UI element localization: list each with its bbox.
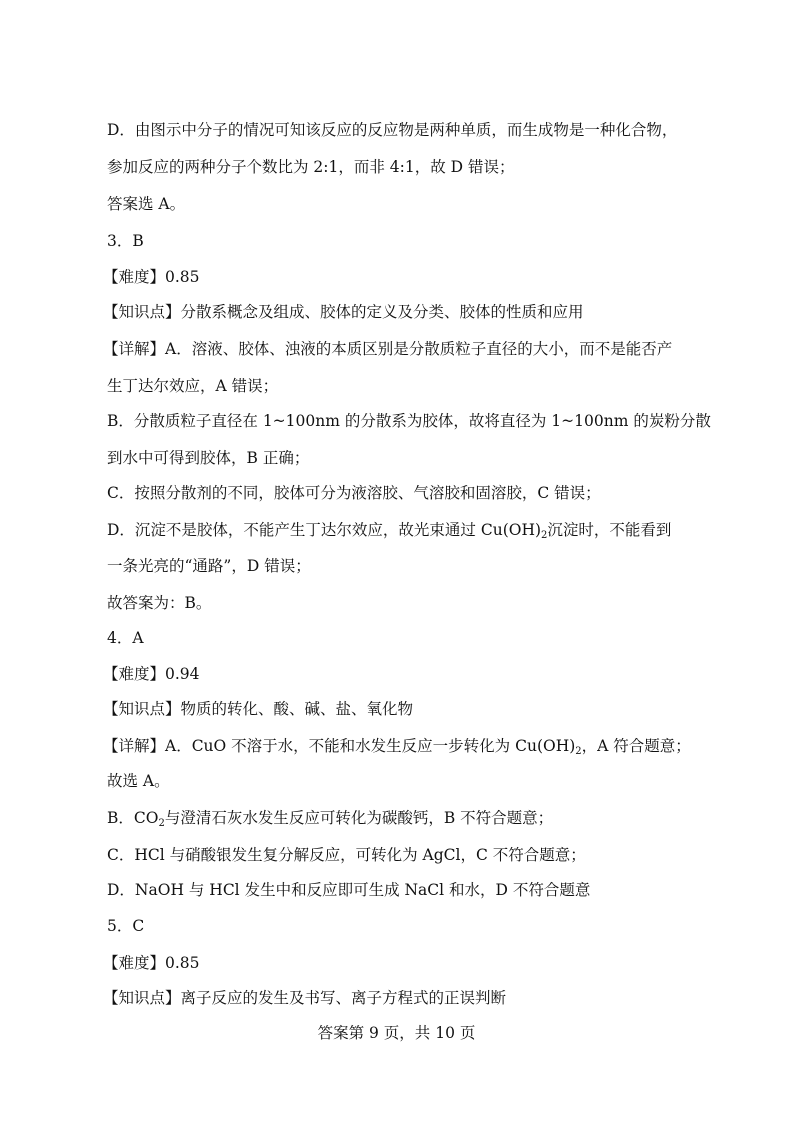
text-line: 答案选 A。 [107, 195, 186, 213]
difficulty: 【难度】0.94 [103, 665, 200, 683]
text-line: 到水中可得到胶体，B 正确； [107, 449, 310, 467]
question-number: 5．C [107, 917, 145, 935]
text-line: 故答案为：B。 [107, 594, 212, 612]
text-line: 故选 A。 [107, 772, 170, 790]
knowledge-point: 【知识点】离子反应的发生及书写、离子方程式的正误判断 [103, 989, 507, 1007]
difficulty: 【难度】0.85 [103, 954, 200, 972]
text-line: B．$CO_2$与澄清石灰水发生反应可转化为碳酸钙，B 不符合题意； [107, 809, 554, 829]
explanation: 【详解】A．溶液、胶体、浊液的本质区别是分散质粒子直径的大小，而不是能否产 [103, 340, 673, 358]
difficulty: 【难度】0.85 [103, 268, 200, 286]
text-line: D．由图示中分子的情况可知该反应的反应物是两种单质，而生成物是一种化合物， [107, 121, 678, 139]
text-line: D．沉淀不是胶体，不能产生丁达尔效应，故光束通过 $Cu(OH)_2$沉淀时，不能看到 [107, 521, 672, 541]
text-line: 一条光亮的“通路”，D 错误； [107, 557, 311, 575]
text-line: C．HCl 与硝酸银发生复分解反应，可转化为 AgCl，C 不符合题意； [107, 846, 586, 864]
knowledge-point: 【知识点】分散系概念及组成、胶体的定义及分类、胶体的性质和应用 [103, 303, 584, 321]
question-number: 3．B [107, 232, 144, 250]
text-line: B．分散质粒子直径在 1~100nm 的分散系为胶体，故将直径为 1~100nm 的炭粉分散 [107, 412, 711, 430]
text-line: C．按照分散剂的不同，胶体可分为液溶胶、气溶胶和固溶胶，C 错误； [107, 484, 601, 502]
text-line: D．NaOH 与 HCl 发生中和反应即可生成 NaCl 和水，D 不符合题意 [107, 881, 591, 899]
question-number: 4．A [107, 629, 144, 647]
knowledge-point: 【知识点】物质的转化、酸、碱、盐、氧化物 [103, 700, 414, 718]
page-footer: 答案第 9 页，共 10 页 [317, 1024, 476, 1042]
text-line: 参加反应的两种分子个数比为 2:1，而非 4:1，故 D 错误； [107, 158, 515, 176]
explanation: 【详解】A．CuO 不溶于水，不能和水发生反应一步转化为 $Cu(OH)_2$，A 符合题意； [103, 737, 691, 757]
text-line: 生丁达尔效应，A 错误； [107, 377, 279, 395]
